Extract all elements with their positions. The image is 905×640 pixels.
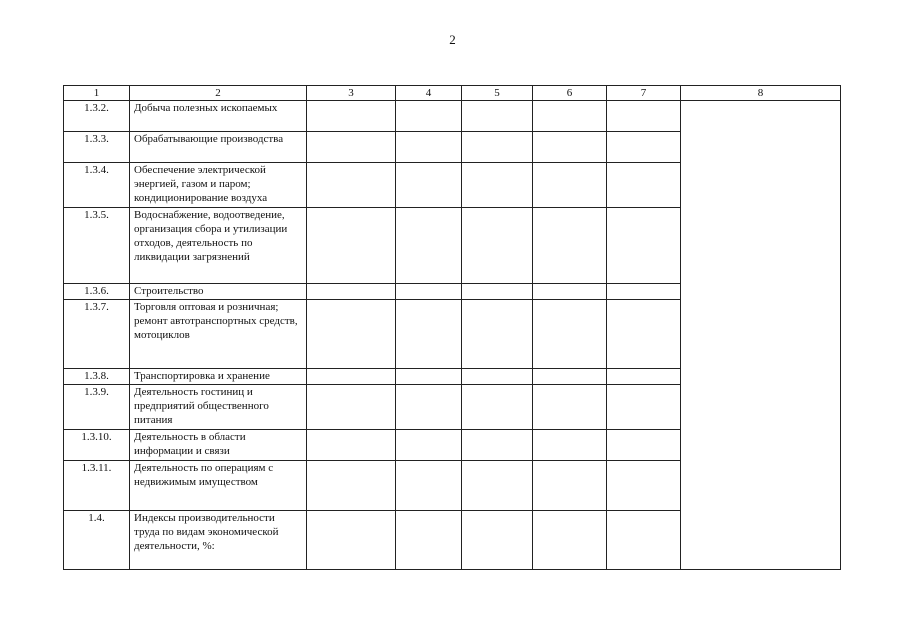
row-label: Торговля оптовая и розничная; ремонт автотранспортных средств, мотоциклов bbox=[130, 300, 307, 369]
table-cell bbox=[462, 101, 533, 132]
table-cell bbox=[462, 163, 533, 208]
table-cell bbox=[462, 511, 533, 570]
table-cell bbox=[396, 208, 462, 284]
table-cell bbox=[607, 284, 681, 300]
table-cell bbox=[396, 300, 462, 369]
table-cell bbox=[307, 284, 396, 300]
table-cell bbox=[307, 208, 396, 284]
table-cell bbox=[396, 132, 462, 163]
table-cell bbox=[396, 163, 462, 208]
table-cell bbox=[533, 208, 607, 284]
column-header: 3 bbox=[307, 86, 396, 101]
table-cell bbox=[462, 300, 533, 369]
column-header: 4 bbox=[396, 86, 462, 101]
row-number: 1.3.2. bbox=[64, 101, 130, 132]
data-table bbox=[63, 85, 841, 570]
row-number: 1.3.4. bbox=[64, 163, 130, 208]
table-cell bbox=[533, 300, 607, 369]
table-cell bbox=[307, 369, 396, 385]
row-number: 1.3.3. bbox=[64, 132, 130, 163]
column-header: 1 bbox=[64, 86, 130, 101]
table-cell bbox=[607, 208, 681, 284]
table-cell bbox=[533, 101, 607, 132]
row-label: Деятельность гостиниц и предприятий общественного питания bbox=[130, 385, 307, 430]
table-cell bbox=[307, 385, 396, 430]
table-cell bbox=[533, 132, 607, 163]
table-cell bbox=[462, 461, 533, 511]
table-cell bbox=[607, 132, 681, 163]
row-number: 1.3.6. bbox=[64, 284, 130, 300]
row-label: Деятельность в области информации и связи bbox=[130, 430, 307, 461]
row-label: Добыча полезных ископаемых bbox=[130, 101, 307, 132]
row-label: Обеспечение электрической энергией, газом и паром; кондиционирование воздуха bbox=[130, 163, 307, 208]
table-cell bbox=[533, 369, 607, 385]
table-cell bbox=[307, 132, 396, 163]
table-header-row bbox=[64, 86, 841, 101]
table-cell bbox=[307, 461, 396, 511]
row-label: Водоснабжение, водоотведение, организация сбора и утилизации отходов, деятельность по ликвидации загрязнений bbox=[130, 208, 307, 284]
row-label: Обрабатывающие производства bbox=[130, 132, 307, 163]
table-cell bbox=[307, 511, 396, 570]
table-cell bbox=[462, 369, 533, 385]
table-cell bbox=[533, 430, 607, 461]
table-cell bbox=[396, 385, 462, 430]
row-number: 1.3.8. bbox=[64, 369, 130, 385]
column-header: 8 bbox=[681, 86, 841, 101]
table-cell bbox=[607, 369, 681, 385]
row-number: 1.3.11. bbox=[64, 461, 130, 511]
table-cell bbox=[607, 300, 681, 369]
page-number: 2 bbox=[449, 32, 456, 47]
table-row bbox=[64, 101, 841, 132]
table-cell bbox=[462, 385, 533, 430]
table-cell bbox=[396, 369, 462, 385]
table-cell bbox=[462, 284, 533, 300]
row-number: 1.4. bbox=[64, 511, 130, 570]
table-cell bbox=[533, 385, 607, 430]
row-label: Индексы производительности труда по видам экономической деятельности, %: bbox=[130, 511, 307, 570]
row-label: Строительство bbox=[130, 284, 307, 300]
row-number: 1.3.9. bbox=[64, 385, 130, 430]
table-cell bbox=[533, 284, 607, 300]
table-cell bbox=[533, 163, 607, 208]
table-cell bbox=[462, 208, 533, 284]
table-cell bbox=[462, 430, 533, 461]
table-cell bbox=[533, 461, 607, 511]
table-cell bbox=[607, 511, 681, 570]
column-header: 6 bbox=[533, 86, 607, 101]
table-cell bbox=[396, 284, 462, 300]
table-cell bbox=[396, 430, 462, 461]
row-label: Деятельность по операциям с недвижимым имуществом bbox=[130, 461, 307, 511]
column-header: 5 bbox=[462, 86, 533, 101]
table-cell bbox=[396, 461, 462, 511]
table-cell bbox=[607, 385, 681, 430]
row-number: 1.3.7. bbox=[64, 300, 130, 369]
table-cell bbox=[607, 101, 681, 132]
column-header: 7 bbox=[607, 86, 681, 101]
table-cell bbox=[533, 511, 607, 570]
table-cell bbox=[607, 461, 681, 511]
table-cell bbox=[462, 132, 533, 163]
row-number: 1.3.5. bbox=[64, 208, 130, 284]
table-cell bbox=[307, 430, 396, 461]
row-number: 1.3.10. bbox=[64, 430, 130, 461]
table-cell bbox=[307, 101, 396, 132]
table-cell bbox=[396, 101, 462, 132]
column-header: 2 bbox=[130, 86, 307, 101]
row-label: Транспортировка и хранение bbox=[130, 369, 307, 385]
table-cell bbox=[396, 511, 462, 570]
table-cell bbox=[307, 163, 396, 208]
table-cell bbox=[681, 101, 841, 570]
table-cell bbox=[307, 300, 396, 369]
table-cell bbox=[607, 163, 681, 208]
table-cell bbox=[607, 430, 681, 461]
